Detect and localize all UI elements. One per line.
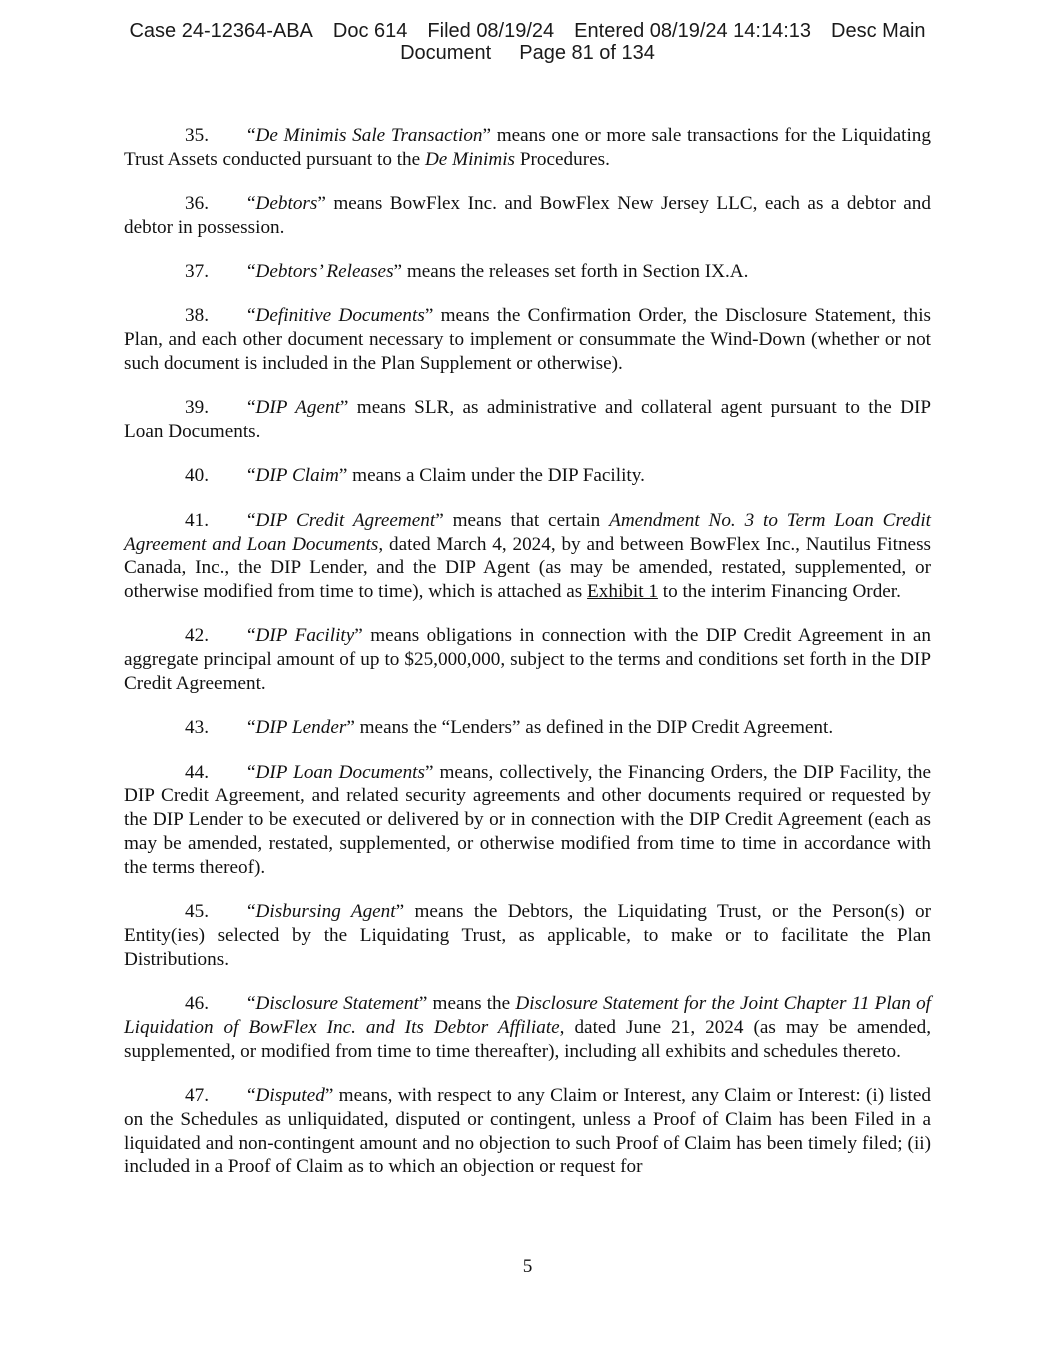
definition-number: 46.	[185, 993, 209, 1015]
italic-term: DIP Agent	[255, 397, 340, 419]
definition-number: 38.	[185, 305, 209, 327]
desc-main: Desc Main	[831, 20, 926, 42]
definition-paragraph	[124, 900, 931, 971]
definition-text: , dated June 21, 2024 (as may be amended, supplemented, or modified from time to time thereafter), including all exhibits and schedules thereto.	[124, 1016, 931, 1062]
definition-text: ” means SLR, as administrative and collateral agent pursuant to the DIP Loan Documents.	[124, 397, 932, 443]
definition-number: 35.	[185, 125, 209, 146]
definition-paragraph	[124, 260, 931, 284]
definition-text: ” means the releases set forth in Section IX.A.	[393, 261, 749, 283]
definition-text: “	[247, 125, 256, 146]
document-label: Document	[400, 42, 492, 64]
definition-number: 36.	[185, 193, 209, 215]
definition-text: “	[247, 1084, 256, 1106]
definition-paragraph	[124, 761, 931, 880]
italic-term: Disclosure Statement	[255, 993, 419, 1015]
definition-paragraph	[124, 624, 931, 695]
filed-date: Filed 08/19/24	[427, 20, 555, 42]
court-filing-header	[0, 20, 1055, 64]
underlined-reference: Exhibit 1	[587, 581, 658, 603]
definition-paragraph	[124, 992, 931, 1063]
definition-text: “	[247, 993, 256, 1015]
definition-text: “	[247, 717, 256, 739]
definition-text: “	[247, 261, 256, 283]
definition-text: ” means the	[418, 993, 516, 1015]
italic-term: De Minimis	[424, 148, 516, 170]
definition-text: ” means a Claim under the DIP Facility.	[338, 465, 645, 487]
definition-number: 40.	[185, 465, 209, 487]
definition-number: 43.	[185, 717, 209, 739]
definition-text: ” means that certain	[435, 509, 610, 531]
definition-number: 39.	[185, 397, 209, 419]
definition-text: “	[247, 305, 256, 327]
definition-text: “	[247, 193, 256, 215]
italic-term: Disputed	[255, 1084, 325, 1106]
definition-number: 41.	[185, 509, 209, 531]
definition-paragraph	[124, 1084, 931, 1179]
definition-paragraph	[124, 716, 931, 740]
case-number: Case 24-12364-ABA	[129, 20, 313, 42]
italic-term: Debtors’ Releases	[255, 261, 394, 283]
definition-paragraph	[124, 304, 931, 375]
definition-text: “	[247, 465, 256, 487]
header-line-1	[0, 20, 1055, 42]
definition-text: ” means one or more sale transactions for the Liquidating Trust Assets conducted pursuant to the	[124, 125, 931, 170]
definition-text: “	[247, 509, 256, 531]
page-number: 5	[522, 1256, 533, 1277]
definition-paragraph	[124, 192, 931, 240]
definition-paragraph	[124, 509, 931, 604]
definition-text: to the interim Financing Order.	[657, 581, 901, 603]
definition-text: ” means the Confirmation Order, the Disclosure Statement, this Plan, and each other document necessary to implement or consummate the Wind-Down (whether or not such document is included in the Plan Supplement or otherwise).	[124, 305, 932, 375]
definition-text: ” means, collectively, the Financing Orders, the DIP Facility, the DIP Credit Agreement, and related security agreements and other documents required or requested by the DIP Lender to be executed or delivered by or in connection with the DIP Credit Agreement (each as may be amended, restated, supplemented, or otherwise modified from time to time in accordance with the terms thereof).	[124, 761, 931, 878]
italic-term: De Minimis Sale Transaction	[255, 125, 483, 146]
definition-text: ” means obligations in connection with the DIP Credit Agreement in an aggregate principal amount of up to $25,000,000, subject to the terms and conditions set forth in the DIP Credit Agreement.	[124, 625, 931, 695]
definition-paragraph	[124, 396, 931, 444]
italic-term: DIP Facility	[255, 625, 355, 647]
definition-text: “	[247, 397, 256, 419]
definitions-body	[124, 124, 931, 1200]
definition-number: 42.	[185, 625, 209, 647]
doc-number: Doc 614	[332, 20, 408, 42]
definition-text: , dated March 4, 2024, by and between BowFlex Inc., Nautilus Fitness Canada, Inc., the DIP Lender, and the DIP Agent (as may be amended, restated, supplemented, or otherwise modified from time to time), which is attached as	[124, 533, 931, 603]
page-count: Page 81 of 134	[519, 42, 655, 64]
italic-term: DIP Credit Agreement	[255, 509, 436, 531]
italic-term: DIP Loan Documents	[255, 761, 425, 783]
italic-term: DIP Claim	[255, 465, 339, 487]
definition-text: ” means, with respect to any Claim or Interest, any Claim or Interest: (i) listed on the Schedules as unliquidated, disputed or contingent, unless a Proof of Claim has been Filed in a liquidated and non-contingent amount and no objection to such Proof of Claim has been timely filed; (ii) included in a Proof of Claim as to which an objection or request for	[124, 1084, 931, 1178]
definition-number: 47.	[185, 1084, 209, 1106]
italic-term: Amendment No. 3 to Term Loan Credit Agreement and Loan Documents	[124, 509, 931, 555]
italic-term: DIP Lender	[255, 717, 347, 739]
definition-number: 45.	[185, 901, 209, 923]
definition-paragraph	[124, 124, 931, 172]
italic-term: Debtors	[255, 193, 318, 215]
definition-paragraph	[124, 464, 931, 488]
entered-date: Entered 08/19/24 14:14:13	[574, 20, 812, 42]
italic-term: Definitive Documents	[255, 305, 425, 327]
definition-text: ” means BowFlex Inc. and BowFlex New Jersey LLC, each as a debtor and debtor in possession.	[124, 193, 931, 238]
definition-number: 37.	[185, 261, 209, 283]
definition-text: “	[247, 761, 256, 783]
italic-term: Disclosure Statement for the Joint Chapter 11 Plan of Liquidation of BowFlex Inc. and Its Debtor Affiliate	[124, 993, 931, 1038]
header-line-2	[0, 42, 1055, 64]
definition-text: Procedures.	[515, 148, 610, 170]
definition-text: ” means the “Lenders” as defined in the DIP Credit Agreement.	[346, 717, 834, 739]
italic-term: Disbursing Agent	[255, 901, 396, 923]
definition-text: “	[247, 901, 256, 923]
definition-text: “	[247, 625, 256, 647]
definition-text: ” means the Debtors, the Liquidating Trust, or the Person(s) or Entity(ies) selected by the Liquidating Trust, as applicable, to make or to facilitate the Plan Distributions.	[124, 901, 931, 970]
definition-number: 44.	[185, 761, 209, 783]
